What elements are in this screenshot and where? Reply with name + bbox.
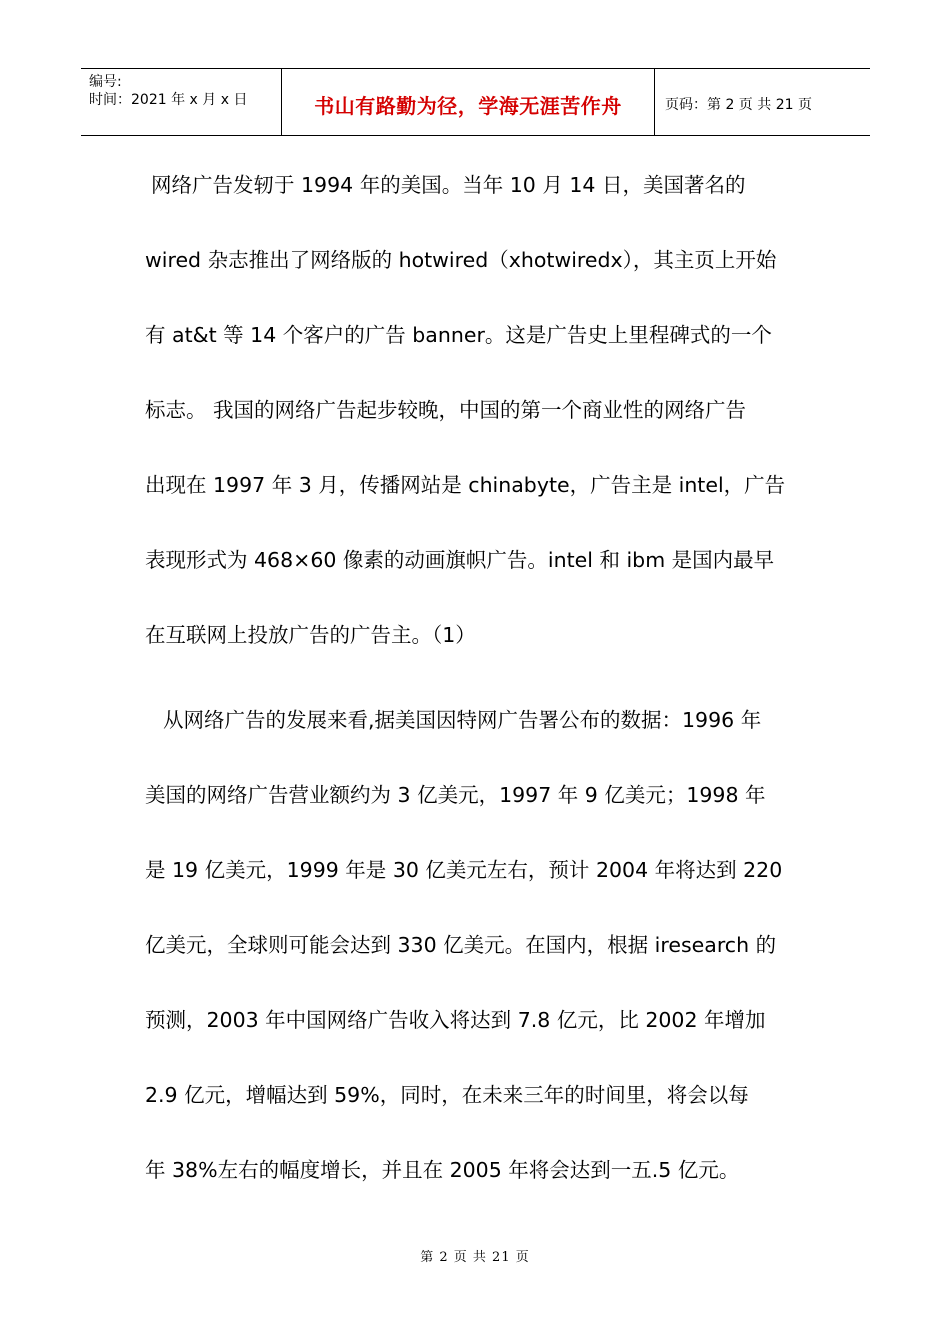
paragraph-line: 在互联网上投放广告的广告主。（1） (145, 623, 476, 647)
paragraph-1 (145, 148, 815, 673)
paragraph-2 (145, 683, 815, 1208)
header-meta-cell (81, 69, 282, 135)
page-header (81, 68, 870, 136)
paragraph-gap (145, 673, 815, 683)
paragraph-line: 网络广告发轫于 1994 年的美国。当年 10 月 14 日，美国著名的 (151, 173, 746, 197)
footer-page-number: 第 2 页 共 21 页 (420, 1250, 530, 1265)
paragraph-line: wired 杂志推出了网络版的 hotwired（xhotwiredx），其主页上开始 (145, 248, 777, 272)
paragraph-line: 出现在 1997 年 3 月，传播网站是 chinabyte，广告主是 intel，广告 (145, 473, 786, 497)
paragraph-line: 表现形式为 468×60 像素的动画旗帜广告。intel 和 ibm 是国内最早 (145, 548, 775, 572)
paragraph-line: 年 38%左右的幅度增长，并且在 2005 年将会达到一五.5 亿元。 (145, 1158, 740, 1182)
paragraph-line: 2.9 亿元，增幅达到 59%，同时，在未来三年的时间里，将会以每 (145, 1083, 749, 1107)
header-page-cell (655, 69, 870, 135)
paragraph-line: 从网络广告的发展来看,据美国因特网广告署公布的数据：1996 年 (163, 708, 762, 732)
paragraph-line: 预测，2003 年中国网络广告收入将达到 7.8 亿元，比 2002 年增加 (145, 1008, 766, 1032)
number-label: 编号: (89, 74, 122, 90)
document-body (145, 148, 815, 1208)
header-page-info: 页码：第 2 页 共 21 页 (665, 97, 812, 113)
paragraph-line: 是 19 亿美元，1999 年是 30 亿美元左右，预计 2004 年将达到 220 (145, 858, 783, 882)
paragraph-line: 亿美元，全球则可能会达到 330 亿美元。在国内，根据 iresearch 的 (145, 933, 777, 957)
paragraph-line: 有 at&t 等 14 个客户的广告 banner。这是广告史上里程碑式的一个 (145, 323, 772, 347)
motto-text: 书山有路勤为径，学海无涯苦作舟 (314, 93, 622, 118)
paragraph-line: 标志。 我国的网络广告起步较晚，中国的第一个商业性的网络广告 (145, 398, 747, 422)
page-footer (0, 1246, 950, 1265)
time-label: 时间：2021 年 x 月 x 日 (89, 92, 248, 108)
paragraph-line: 美国的网络广告营业额约为 3 亿美元，1997 年 9 亿美元；1998 年 (145, 783, 766, 807)
header-motto-cell (282, 69, 655, 135)
